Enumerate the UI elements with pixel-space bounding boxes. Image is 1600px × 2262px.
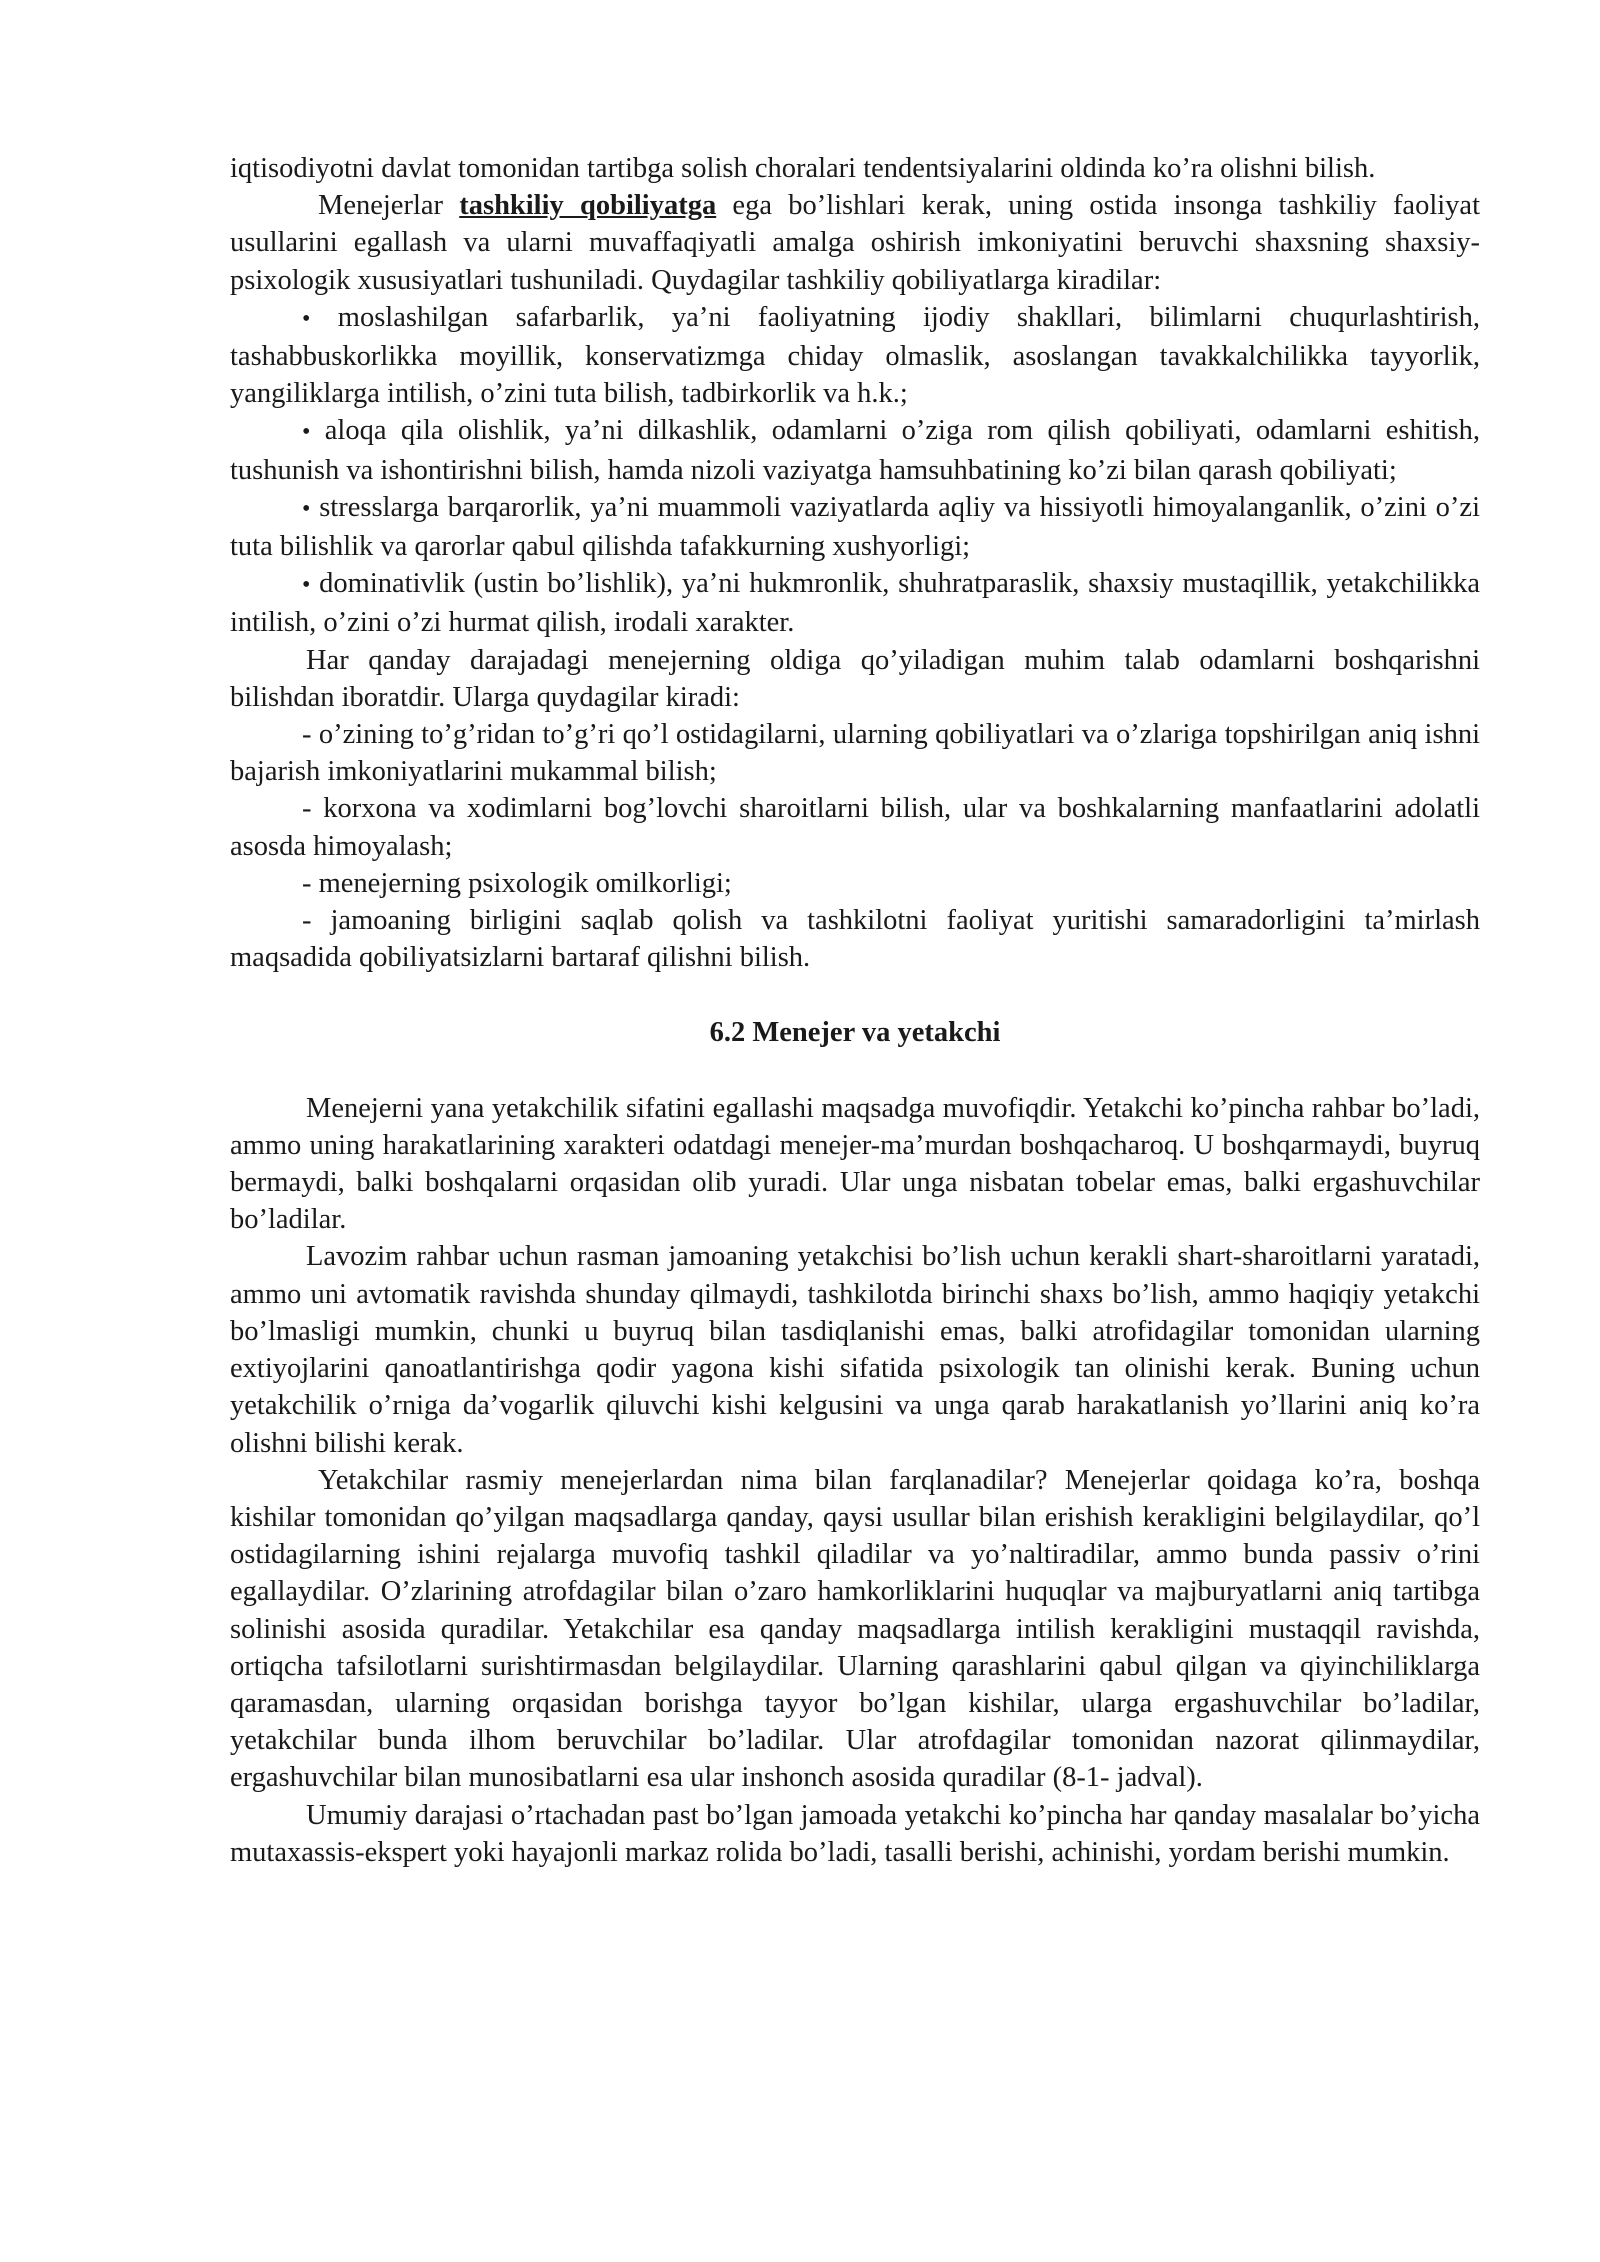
bullet-text: stresslarga barqarorlik, ya’ni muammoli vaziyatlarda aqliy va hissiyotli himoyalanganlik, o’zini o’zi tuta bilishlik va qarorlar qabul qilishda tafakkurning xushyorligi; xyxy=(230,491,1480,563)
section-paragraph: Umumiy darajasi o’rtachadan past bo’lgan jamoada yetakchi ko’pincha har qanday masalalar bo’yicha mutaxassis-ekspert yoki hayajonli markaz rolida bo’ladi, tasalli berishi, achinishi, yordam berishi mumkin. xyxy=(230,1799,1480,1868)
document-page xyxy=(230,150,1480,1871)
paragraph-text: Menejerlar xyxy=(318,190,460,222)
bullet-text: moslashilgan safarbarlik, ya’ni faoliyatning ijodiy shakllari, bilimlarni chuqurlashtirish, tashabbuskorlikka moyillik, konservatizmga chiday olmaslik, asoslangan tavakkalchilikka tayyorlik, yangiliklarga intilish, o’zini tuta bilish, tadbirkorlik va h.k.; xyxy=(230,301,1481,410)
bullet-icon: • xyxy=(302,419,311,446)
dash-list-item: - jamoaning birligini saqlab qolish va tashkilotni faoliyat yuritishi samaradorligini ta’mirlash maqsadida qobiliyatsizlarni bartaraf qilishni bilish. xyxy=(230,905,1480,974)
bullet-icon: • xyxy=(302,495,311,522)
paragraph-text: ega bo’lishlari kerak, uning ostida insonga tashkiliy faoliyat usullarini egallash va ularni muvaffaqiyatli amalga oshirish imkoniyatini beruvchi shaxsning shaxsiy-psixologik xususiyatlari tushuniladi. Quydagilar tashkiliy qobiliyatlarga kiradilar: xyxy=(230,190,1480,296)
dash-list-item: - menejerning psixologik omilkorligi; xyxy=(302,867,732,899)
section-heading: 6.2 Menejer va yetakchi xyxy=(709,1017,1001,1049)
bullet-item xyxy=(230,412,1480,488)
paragraph-intro-continuation: iqtisodiyotni davlat tomonidan tartibga solish choralari tendentsiyalarini oldinda ko’ra olishni bilish. xyxy=(230,153,1376,184)
paragraph-requirements: Har qanday darajadagi menejerning oldiga qo’yiladigan muhim talab odamlarni boshqarishni bilishdan iboratdir. Ularga quydagilar kiradi: xyxy=(230,644,1480,713)
bullet-item xyxy=(230,565,1480,641)
paragraph-organizational-ability xyxy=(230,187,1480,299)
bullet-item xyxy=(230,299,1480,413)
section-paragraph: Yetakchilar rasmiy menejerlardan nima bilan farqlanadilar? Menejerlar qoidaga ko’ra, boshqa kishilar tomonidan qo’yilgan maqsadlarga qanday, qaysi usullar bilan erishish kerakligini belgilaydilar, qo’l ostidagilarning ishini rejalarga muvofiq tashkil qiladilar va yo’naltiradilar, ammo bunda passiv o’rini egallaydilar. O’zlarining atrofdagilar bilan o’zaro hamkorliklarini huquqlar va majburyatlarni aniq tartibga solinishi asosida quradilar. Yetakchilar esa qanday maqsadlarga intilish kerakligini mustaqqil ravishda, ortiqcha tafsilotlarni surishtirmasdan belgilaydilar. Ularning qarashlarini qabul qilgan va qiyinchiliklarga qaramasdan, ularning orqasidan borishga tayyor bo’lgan kishilar, ularga ergashuvchilar bo’ladilar, yetakchilar bunda ilhom beruvchilar bo’ladilar. Ular atrofdagilar tomonidan nazorat qilinmaydilar, ergashuvchilar bilan munosibatlarni esa ular inshonch asosida quradilar (8-1- jadval). xyxy=(230,1464,1480,1794)
key-term: tashkiliy qobiliyatga xyxy=(459,190,717,222)
dash-list-item: - korxona va xodimlarni bog’lovchi sharoitlarni bilish, ular va boshkalarning manfaatlarini adolatli asosda himoyalash; xyxy=(230,793,1480,862)
bullet-text: aloqa qila olishlik, ya’ni dilkashlik, odamlarni o’ziga rom qilish qobiliyati, odamlarni eshitish, tushunish va ishontirishni bilish, hamda nizoli vaziyatga hamsuhbatining ko’zi bilan qarash qobiliyati; xyxy=(230,415,1480,486)
bullet-icon: • xyxy=(302,572,311,599)
bullet-text: dominativlik (ustin bo’lishlik), ya’ni hukmronlik, shuhratparaslik, shaxsiy mustaqillik, yetakchilikka intilish, o’zini o’zi hurmat qilish, irodali xarakter. xyxy=(230,568,1481,639)
bullet-item xyxy=(230,489,1480,565)
section-paragraph: Lavozim rahbar uchun rasman jamoaning yetakchisi bo’lish uchun kerakli shart-sharoitlarni yaratadi, ammo uni avtomatik ravishda shunday qilmaydi, tashkilotda birinchi shaxs bo’lish, ammo haqiqiy yetakchi bo’lmasligi mumkin, chunki u buyruq bilan tasdiqlanishi emas, balki atrofidagilar tomonidan ularning extiyojlarini qanoatlantirishga qodir yagona kishi sifatida psixologik tan olinishi kerak. Buning uchun yetakchilik o’rniga da’vogarlik qiluvchi kishi kelgusini va unga qarab harakatlanish yo’llarini aniq ko’ra olishni bilishi kerak. xyxy=(230,1241,1480,1459)
section-paragraph: Menejerni yana yetakchilik sifatini egallashi maqsadga muvofiqdir. Yetakchi ko’pincha rahbar bo’ladi, ammo uning harakatlarining xarakteri odatdagi menejer-ma’murdan boshqacharoq. U boshqarmaydi, buyruq bermaydi, balki boshqalarni orqasidan olib yuradi. Ular unga nisbatan tobelar emas, balki ergashuvchilar bo’ladilar. xyxy=(230,1092,1480,1236)
bullet-icon: • xyxy=(302,305,311,332)
dash-list-item: - o’zining to’g’ridan to’g’ri qo’l ostidagilarni, ularning qobiliyatlari va o’zlariga topshirilgan aniq ishni bajarish imkoniyatlarini mukammal bilish; xyxy=(230,719,1480,788)
